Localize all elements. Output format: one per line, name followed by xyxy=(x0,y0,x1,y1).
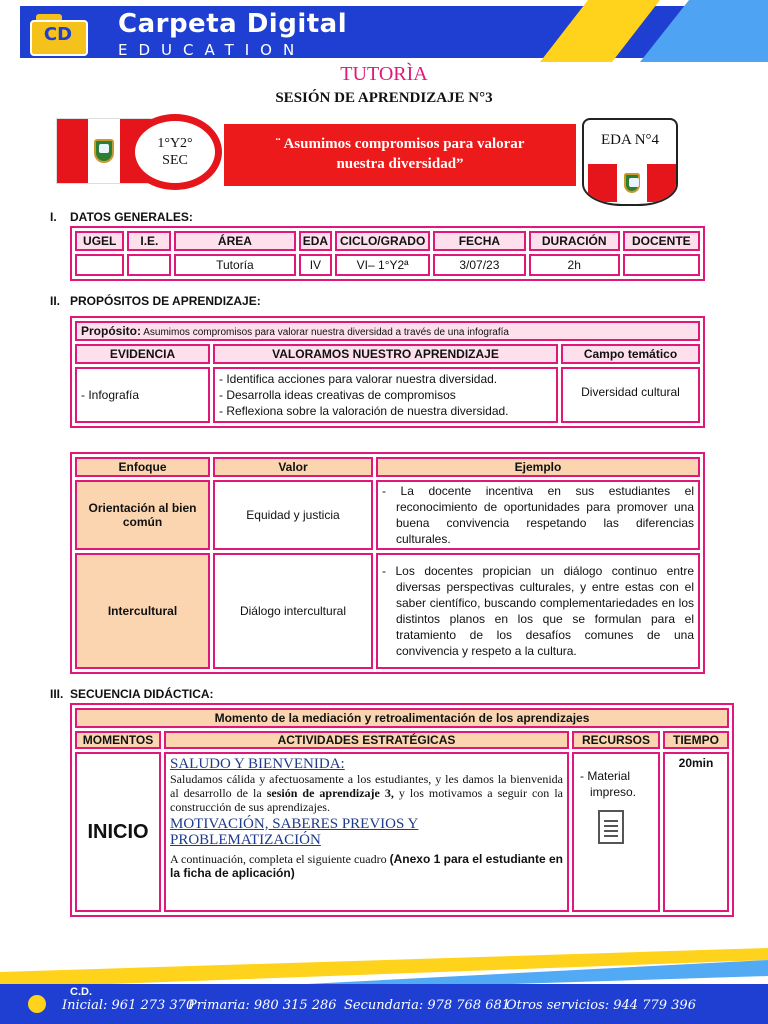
recurso-text: - Material impreso. xyxy=(580,769,637,799)
col-header: VALORAMOS NUESTRO APRENDIZAJE xyxy=(213,344,558,364)
table-header-row xyxy=(75,731,729,749)
col-header: Ejemplo xyxy=(376,457,700,477)
cell-ugel xyxy=(75,254,124,276)
enfoques-table xyxy=(70,452,705,674)
section-secuencia: III. SECUENCIA DIDÁCTICA: xyxy=(50,687,214,701)
cell-ciclo: VI– 1°Y2ª xyxy=(335,254,430,276)
table-row xyxy=(75,480,700,550)
cell-duracion: 2h xyxy=(529,254,620,276)
ejemplo-cell: - La docente incentiva en sus estudiantes el reconocimiento de oportunidades para promover una buena convivencia respetando las diferencias culturales. xyxy=(376,480,700,550)
col-header: ÁREA xyxy=(174,231,295,251)
list-item: - Identifica acciones para valorar nuestra diversidad. xyxy=(219,372,498,386)
col-header: EDA xyxy=(299,231,333,251)
session-title: SESIÓN DE APRENDIZAJE N°3 xyxy=(275,90,493,106)
course-title: TUTORÌA xyxy=(340,63,428,85)
col-header: FECHA xyxy=(433,231,526,251)
actividades-cell xyxy=(164,752,569,912)
table-row xyxy=(75,254,700,276)
proposito-text: Asumimos compromisos para valorar nuestra diversidad a través de una infografía xyxy=(143,327,509,338)
evidencia-cell: - Infografía xyxy=(75,367,210,423)
brand-title: Carpeta Digital xyxy=(118,9,348,39)
col-header: TIEMPO xyxy=(663,731,729,749)
tiempo-cell: 20min xyxy=(663,752,729,912)
contact-inicial: Inicial: 961 273 370 xyxy=(62,998,195,1013)
col-header: Valor xyxy=(213,457,373,477)
theme-line1: ¨ Asumimos compromisos para valorar xyxy=(275,136,525,152)
valor-cell: Equidad y justicia xyxy=(213,480,373,550)
cell-fecha: 3/07/23 xyxy=(433,254,526,276)
list-item: - Reflexiona sobre la valoración de nuestra diversidad. xyxy=(219,404,509,418)
contact-primaria: Primaria: 980 315 286 xyxy=(188,998,337,1013)
propositos-table xyxy=(70,316,705,428)
grade-badge xyxy=(128,114,222,190)
motivacion-text: A continuación, completa el siguiente cuadro (Anexo 1 para el estudiante en la ficha de aplicación) xyxy=(170,852,563,880)
eda-badge xyxy=(582,118,678,206)
col-header: I.E. xyxy=(127,231,171,251)
col-header: Enfoque xyxy=(75,457,210,477)
table-row xyxy=(75,367,700,423)
brand-subtitle: EDUCATION xyxy=(118,41,306,59)
cell-eda: IV xyxy=(299,254,333,276)
col-header: DURACIÓN xyxy=(529,231,620,251)
contact-secundaria: Secundaria: 978 768 681 xyxy=(344,998,511,1013)
col-header: ACTIVIDADES ESTRATÉGICAS xyxy=(164,731,569,749)
coat-of-arms-icon xyxy=(624,173,640,193)
header-banner xyxy=(0,0,768,62)
table-header-row xyxy=(75,231,700,251)
peru-flag-icon xyxy=(588,164,676,202)
table-header-row xyxy=(75,457,700,477)
cell-docente xyxy=(623,254,700,276)
grade-line1: 1°Y2° xyxy=(157,136,193,151)
secuencia-table xyxy=(70,703,734,917)
campo-cell: Diversidad cultural xyxy=(561,367,700,423)
folder-logo-icon xyxy=(26,6,110,58)
valor-cell: Diálogo intercultural xyxy=(213,553,373,669)
theme-line2: nuestra diversidad” xyxy=(336,156,464,172)
cell-ie xyxy=(127,254,171,276)
footer-banner xyxy=(0,948,768,1024)
proposito-row xyxy=(75,321,700,341)
section-datos-generales: I. DATOS GENERALES: xyxy=(50,210,193,224)
datos-generales-table xyxy=(70,226,705,281)
col-header: DOCENTE xyxy=(623,231,700,251)
logo-text: CD xyxy=(43,24,73,45)
criterios-cell xyxy=(213,367,558,423)
list-item: - Desarrolla ideas creativas de compromisos xyxy=(219,388,456,402)
ejemplo-cell: - Los docentes propician un diálogo continuo entre diversas perspectivas culturales, y entre estas con el saber científico, buscando complementariedades en los distintos planos en los que se formulan para el tratamiento de los desafíos comunes de una convivencia y respeto a la cultura. xyxy=(376,553,700,669)
proposito-label: Propósito: xyxy=(81,324,141,338)
table-row xyxy=(75,752,729,912)
section-propositos: II. PROPÓSITOS DE APRENDIZAJE: xyxy=(50,294,261,308)
table-row xyxy=(75,553,700,669)
enfoque-cell: Intercultural xyxy=(75,553,210,669)
col-header: MOMENTOS xyxy=(75,731,161,749)
session-theme xyxy=(224,124,576,186)
col-header: UGEL xyxy=(75,231,124,251)
motivacion-heading: MOTIVACIÓN, SABERES PREVIOS Y PROBLEMATIZACIÓN xyxy=(170,816,419,848)
col-header: Campo temático xyxy=(561,344,700,364)
enfoque-cell: Orientación al bien común xyxy=(75,480,210,550)
document-icon xyxy=(598,810,624,844)
saludo-heading: SALUDO Y BIENVENIDA: xyxy=(170,756,345,772)
saludo-text: Saludamos cálida y afectuosamente a los estudiantes, y les damos la bienvenida al desarrollo de la sesión de aprendizaje 3, y los motivamos a seguir con la construcción de sus aprendizajes. xyxy=(170,772,563,814)
cell-area: Tutoría xyxy=(174,254,295,276)
momento-inicio: INICIO xyxy=(75,752,161,912)
eda-label: EDA N°4 xyxy=(600,132,660,148)
secuencia-title-row xyxy=(75,708,729,728)
grade-line2: SEC xyxy=(162,153,188,168)
secuencia-title: Momento de la mediación y retroalimentación de los aprendizajes xyxy=(75,708,729,728)
col-header: EVIDENCIA xyxy=(75,344,210,364)
footer-cd: C.D. xyxy=(70,986,92,998)
phone-icon xyxy=(28,995,46,1013)
recursos-cell xyxy=(572,752,660,912)
col-header: RECURSOS xyxy=(572,731,660,749)
contact-otros: Otros servicios: 944 779 396 xyxy=(506,998,696,1013)
table-header-row xyxy=(75,344,700,364)
col-header: CICLO/GRADO xyxy=(335,231,430,251)
coat-of-arms-icon xyxy=(94,139,114,163)
